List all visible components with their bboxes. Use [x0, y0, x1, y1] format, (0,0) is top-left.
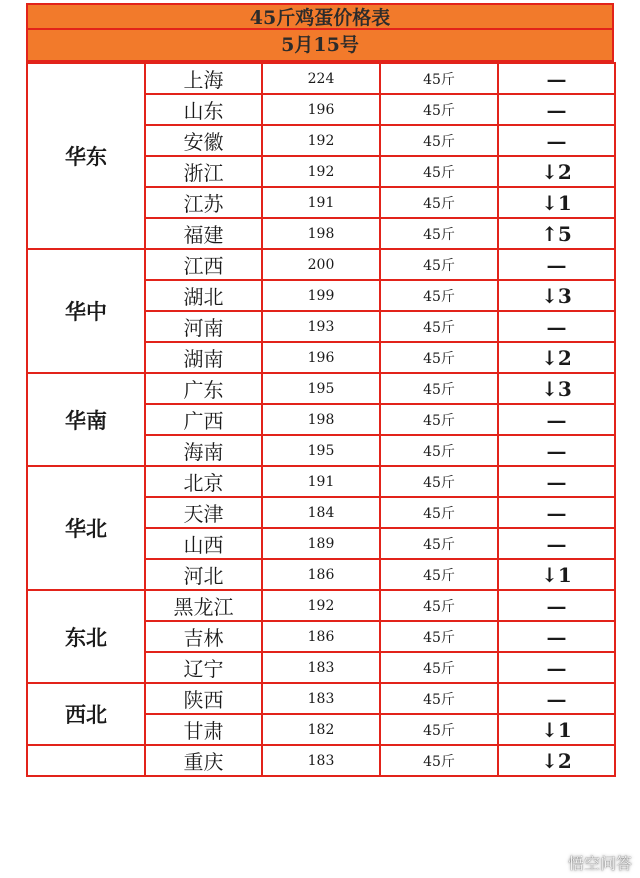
- change-cell: —: [498, 528, 615, 559]
- watermark-text: 悟空问答: [567, 854, 632, 873]
- price-cell: 195: [262, 373, 380, 404]
- province-cell: 河北: [145, 559, 262, 590]
- weight-cell: 45斤: [380, 714, 498, 745]
- change-cell: ↑5: [498, 218, 615, 249]
- region-cell: 华北: [27, 466, 145, 590]
- province-cell: 江西: [145, 249, 262, 280]
- price-table-body: [27, 63, 615, 776]
- watermark: [542, 851, 632, 874]
- table-row: [27, 745, 615, 776]
- province-cell: 浙江: [145, 156, 262, 187]
- weight-cell: 45斤: [380, 497, 498, 528]
- weight-cell: 45斤: [380, 559, 498, 590]
- province-cell: 上海: [145, 63, 262, 94]
- table-date: 5月15号: [26, 30, 614, 62]
- change-cell: —: [498, 63, 615, 94]
- weight-cell: 45斤: [380, 249, 498, 280]
- table-row: [27, 249, 615, 280]
- province-cell: 海南: [145, 435, 262, 466]
- region-cell: 华南: [27, 373, 145, 466]
- province-cell: 河南: [145, 311, 262, 342]
- price-cell: 198: [262, 404, 380, 435]
- weight-cell: 45斤: [380, 404, 498, 435]
- table-row: [27, 63, 615, 94]
- province-cell: 天津: [145, 497, 262, 528]
- province-cell: 吉林: [145, 621, 262, 652]
- change-cell: ↓1: [498, 714, 615, 745]
- price-cell: 189: [262, 528, 380, 559]
- table-row: [27, 466, 615, 497]
- price-cell: 200: [262, 249, 380, 280]
- province-cell: 湖北: [145, 280, 262, 311]
- province-cell: 安徽: [145, 125, 262, 156]
- change-cell: —: [498, 404, 615, 435]
- province-cell: 湖南: [145, 342, 262, 373]
- change-cell: —: [498, 652, 615, 683]
- weight-cell: 45斤: [380, 342, 498, 373]
- table-row: [27, 590, 615, 621]
- region-cell: 西北: [27, 683, 145, 745]
- province-cell: 江苏: [145, 187, 262, 218]
- table-row: [27, 683, 615, 714]
- change-cell: —: [498, 590, 615, 621]
- province-cell: 辽宁: [145, 652, 262, 683]
- change-cell: ↓3: [498, 280, 615, 311]
- change-cell: ↓2: [498, 342, 615, 373]
- province-cell: 北京: [145, 466, 262, 497]
- weight-cell: 45斤: [380, 218, 498, 249]
- region-cell: 华中: [27, 249, 145, 373]
- price-cell: 192: [262, 156, 380, 187]
- change-cell: —: [498, 621, 615, 652]
- change-cell: ↓1: [498, 187, 615, 218]
- change-cell: —: [498, 125, 615, 156]
- change-cell: —: [498, 435, 615, 466]
- price-cell: 184: [262, 497, 380, 528]
- price-cell: 196: [262, 342, 380, 373]
- province-cell: 山西: [145, 528, 262, 559]
- change-cell: ↓2: [498, 745, 615, 776]
- province-cell: 甘肃: [145, 714, 262, 745]
- change-cell: —: [498, 466, 615, 497]
- price-cell: 186: [262, 621, 380, 652]
- region-cell: 东北: [27, 590, 145, 683]
- region-cell: 华东: [27, 63, 145, 249]
- price-cell: 186: [262, 559, 380, 590]
- price-cell: 195: [262, 435, 380, 466]
- weight-cell: 45斤: [380, 590, 498, 621]
- weight-cell: 45斤: [380, 683, 498, 714]
- province-cell: 重庆: [145, 745, 262, 776]
- change-cell: ↓2: [498, 156, 615, 187]
- weight-cell: 45斤: [380, 652, 498, 683]
- province-cell: 广东: [145, 373, 262, 404]
- change-cell: —: [498, 497, 615, 528]
- price-cell: 199: [262, 280, 380, 311]
- weight-cell: 45斤: [380, 435, 498, 466]
- bubble-logo-icon: [542, 854, 564, 872]
- table-row: [27, 373, 615, 404]
- price-table: [26, 62, 616, 777]
- weight-cell: 45斤: [380, 745, 498, 776]
- price-cell: 183: [262, 652, 380, 683]
- weight-cell: 45斤: [380, 125, 498, 156]
- weight-cell: 45斤: [380, 280, 498, 311]
- province-cell: 陕西: [145, 683, 262, 714]
- price-cell: 192: [262, 590, 380, 621]
- price-cell: 196: [262, 94, 380, 125]
- price-cell: 193: [262, 311, 380, 342]
- weight-cell: 45斤: [380, 156, 498, 187]
- weight-cell: 45斤: [380, 94, 498, 125]
- weight-cell: 45斤: [380, 621, 498, 652]
- weight-cell: 45斤: [380, 311, 498, 342]
- change-cell: ↓3: [498, 373, 615, 404]
- weight-cell: 45斤: [380, 373, 498, 404]
- table-title: 45斤鸡蛋价格表: [26, 3, 614, 30]
- price-cell: 182: [262, 714, 380, 745]
- province-cell: 福建: [145, 218, 262, 249]
- price-cell: 224: [262, 63, 380, 94]
- weight-cell: 45斤: [380, 187, 498, 218]
- region-cell: [27, 745, 145, 776]
- price-sheet: [26, 3, 614, 777]
- province-cell: 广西: [145, 404, 262, 435]
- weight-cell: 45斤: [380, 466, 498, 497]
- price-cell: 191: [262, 466, 380, 497]
- change-cell: ↓1: [498, 559, 615, 590]
- price-cell: 183: [262, 683, 380, 714]
- change-cell: —: [498, 94, 615, 125]
- province-cell: 黑龙江: [145, 590, 262, 621]
- change-cell: —: [498, 683, 615, 714]
- change-cell: —: [498, 311, 615, 342]
- price-cell: 183: [262, 745, 380, 776]
- weight-cell: 45斤: [380, 63, 498, 94]
- weight-cell: 45斤: [380, 528, 498, 559]
- price-cell: 191: [262, 187, 380, 218]
- change-cell: —: [498, 249, 615, 280]
- price-cell: 192: [262, 125, 380, 156]
- province-cell: 山东: [145, 94, 262, 125]
- price-cell: 198: [262, 218, 380, 249]
